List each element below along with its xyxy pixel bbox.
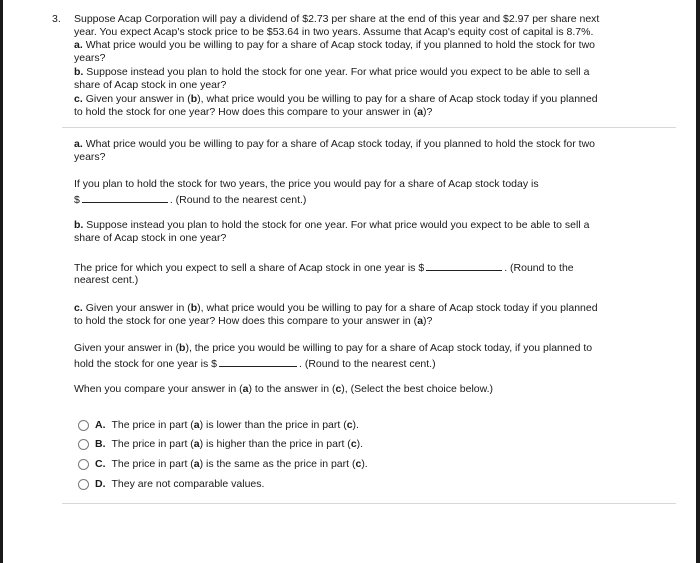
- part-ref: a: [193, 438, 200, 450]
- question-number: 3.: [52, 13, 61, 25]
- text: ) to the answer in (: [248, 383, 336, 395]
- answer-c-line: [74, 356, 644, 371]
- part-b-text: Suppose instead you plan to hold the stock for one year. For what price would you expect to be able to sell a: [86, 66, 590, 78]
- choice-a[interactable]: [78, 419, 359, 432]
- choice-letter: A.: [95, 419, 106, 431]
- answer-c-prompt: [74, 302, 644, 315]
- answer-a-input[interactable]: [82, 192, 168, 203]
- text: hold the stock for one year is $: [74, 358, 217, 370]
- text: The price in part (: [111, 419, 194, 431]
- part-ref: a: [193, 419, 200, 431]
- part-ref: c: [355, 458, 362, 470]
- divider-top: [62, 127, 676, 128]
- text: ).: [356, 438, 364, 450]
- answer-b-prompt-cont: share of Acap stock in one year?: [74, 232, 227, 244]
- text: Suppose instead you plan to hold the stock for one year. For what price would you expect to be able to sell a: [86, 219, 590, 231]
- round-note: . (Round to the nearest cent.): [169, 194, 307, 206]
- answer-a-prompt-cont: years?: [74, 151, 106, 163]
- part-a-text: What price would you be willing to pay for a share of Acap stock today, if you planned to hold the stock for two: [85, 39, 596, 51]
- part-ref: c: [346, 419, 353, 431]
- text: )?: [423, 106, 433, 118]
- text: Given your answer in (: [85, 302, 191, 314]
- part-ref: a: [417, 106, 424, 118]
- choice-text: [112, 419, 359, 432]
- part-ref: b: [179, 342, 186, 354]
- text: ), what price would you be willing to pay for a share of Acap stock today if you planned: [197, 93, 598, 105]
- part-ref: c: [350, 438, 357, 450]
- choice-text: [112, 438, 364, 451]
- answer-b-line: [74, 260, 644, 275]
- question-stem-line-1: Suppose Acap Corporation will pay a dividend of $2.73 per share at the end of this year and $2.97 per share next: [74, 13, 600, 25]
- part-c-prompt: [74, 93, 644, 106]
- answer-a-intro: If you plan to hold the stock for two years, the price you would pay for a share of Acap stock today is: [74, 178, 539, 190]
- left-border: [0, 0, 3, 563]
- answer-a-line: [74, 192, 644, 207]
- part-c-label: c.: [74, 302, 83, 314]
- answer-b-prompt: [74, 219, 644, 232]
- radio-button[interactable]: [78, 439, 89, 450]
- part-c-label: c.: [74, 93, 83, 105]
- part-c-prompt-cont: [74, 106, 644, 119]
- answer-b-input[interactable]: [426, 260, 502, 271]
- part-b-label: b.: [74, 219, 84, 231]
- part-b-prompt-cont: share of Acap stock in one year?: [74, 79, 227, 91]
- part-a-prompt-cont: years?: [74, 52, 106, 64]
- text: The price in part (: [111, 458, 194, 470]
- part-a-label: a.: [74, 39, 83, 51]
- part-ref: a: [193, 458, 200, 470]
- part-ref: c: [335, 383, 342, 395]
- divider-bottom: [62, 503, 676, 504]
- choice-letter: D.: [95, 478, 106, 490]
- text: to hold the stock for one year? How does this compare to your answer in (: [74, 106, 418, 118]
- text: ).: [352, 419, 359, 431]
- text: The price for which you expect to sell a share of Acap stock in one year is $: [74, 262, 425, 274]
- compare-prompt: [74, 383, 644, 396]
- choice-b[interactable]: [78, 438, 363, 451]
- text: ) is lower than the price in part (: [199, 419, 347, 431]
- text: What price would you be willing to pay for a share of Acap stock today, if you planned to hold the stock for two: [85, 138, 596, 150]
- answer-a-prompt: [74, 138, 644, 151]
- text: to hold the stock for one year? How does this compare to your answer in (: [74, 315, 418, 327]
- answer-c-input[interactable]: [219, 356, 297, 367]
- text: ), (Select the best choice below.): [341, 383, 494, 395]
- question-stem-line-2: year. You expect Acap's stock price to be $53.64 in two years. Assume that Acap's equity cost of capital is 8.7%.: [74, 26, 594, 38]
- right-border: [696, 0, 700, 563]
- part-a-prompt: [74, 39, 644, 52]
- part-ref: a: [242, 383, 249, 395]
- text: ), what price would you be willing to pay for a share of Acap stock today if you planned: [197, 302, 598, 314]
- text: ) is higher than the price in part (: [199, 438, 351, 450]
- text: )?: [423, 315, 433, 327]
- part-a-label: a.: [74, 138, 83, 150]
- currency-sign: $: [74, 194, 80, 206]
- part-b-prompt: [74, 66, 644, 79]
- choice-c[interactable]: [78, 458, 368, 471]
- answer-c-prompt-cont: [74, 315, 644, 328]
- round-note: . (Round to the: [504, 262, 574, 274]
- text: The price in part (: [111, 438, 194, 450]
- radio-button[interactable]: [78, 479, 89, 490]
- text: When you compare your answer in (: [74, 383, 243, 395]
- text: Given your answer in (: [85, 93, 191, 105]
- part-ref: b: [190, 302, 198, 314]
- radio-button[interactable]: [78, 459, 89, 470]
- radio-button[interactable]: [78, 420, 89, 431]
- choice-text: They are not comparable values.: [111, 478, 265, 490]
- part-b-label: b.: [74, 66, 84, 78]
- choice-letter: B.: [95, 438, 106, 450]
- choice-letter: C.: [95, 458, 106, 470]
- answer-c-intro: [74, 342, 644, 355]
- text: ) is the same as the price in part (: [199, 458, 356, 470]
- round-note: . (Round to the nearest cent.): [299, 358, 436, 370]
- text: ), the price you would be willing to pay for a share of Acap stock today, if you planned to: [185, 342, 593, 354]
- part-ref: a: [417, 315, 424, 327]
- answer-b-round-cont: nearest cent.): [74, 274, 139, 286]
- text: ).: [361, 458, 368, 470]
- part-ref: b: [190, 93, 198, 105]
- choice-text: [112, 458, 368, 471]
- text: Given your answer in (: [74, 342, 180, 354]
- choice-d[interactable]: [78, 478, 264, 491]
